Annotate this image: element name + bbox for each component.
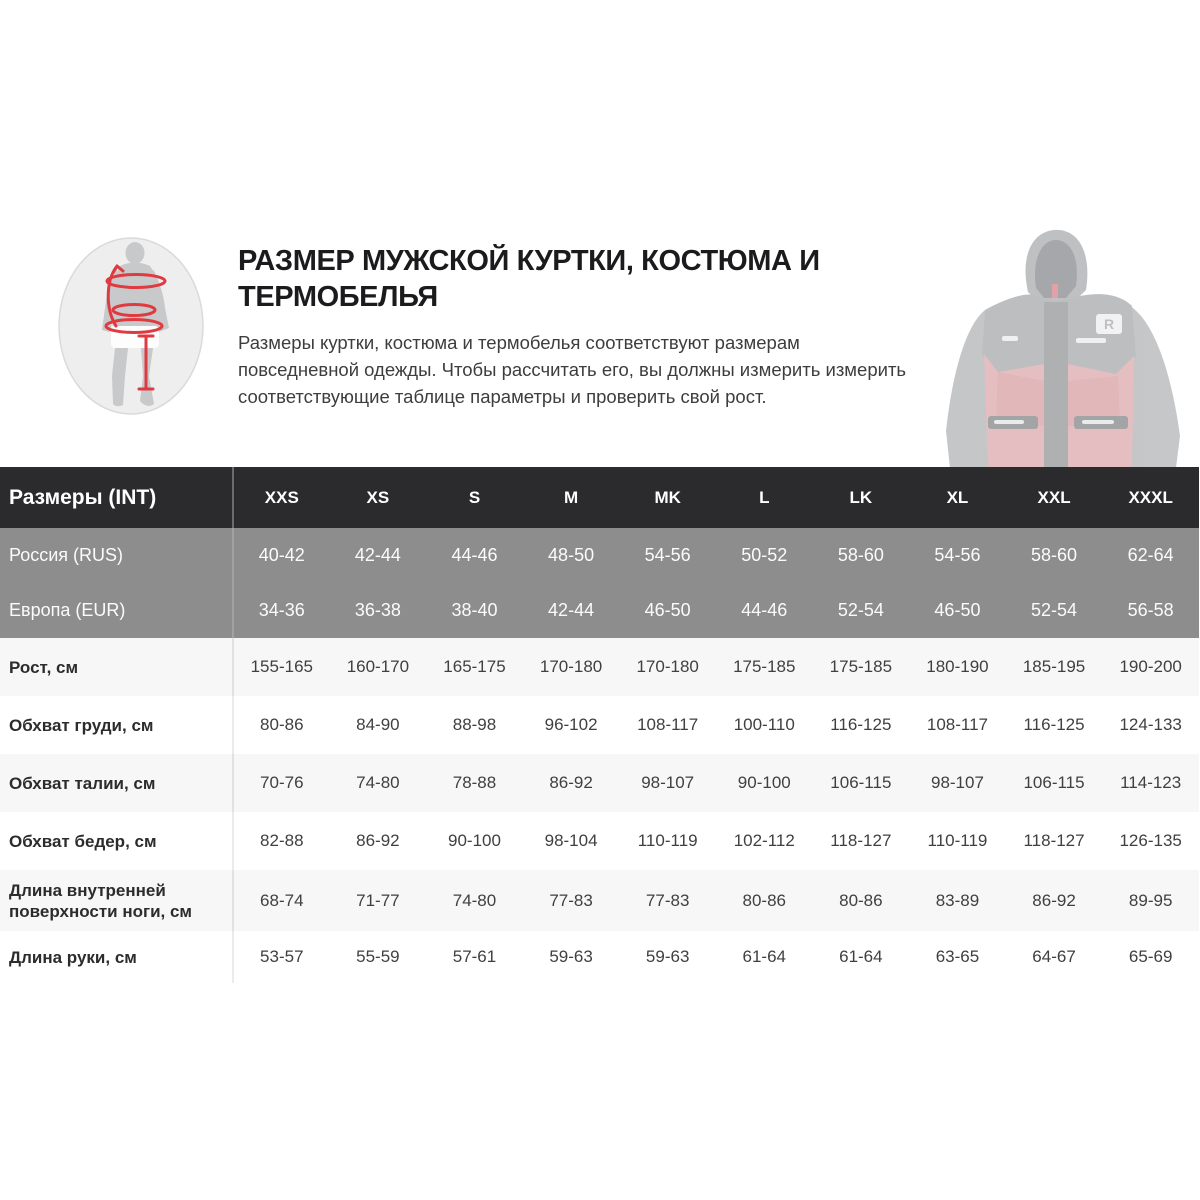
- table-cell: 61-64: [742, 947, 786, 966]
- table-cell: 190-200: [1119, 657, 1182, 676]
- table-cell: 55-59: [356, 947, 400, 966]
- table-cell: 88-98: [452, 715, 497, 734]
- table-cell: 74-80: [356, 773, 400, 792]
- table-cell: 185-195: [1022, 657, 1086, 676]
- table-cell: 46-50: [644, 600, 691, 620]
- table-cell: 56-58: [1127, 600, 1174, 620]
- row-label: Длина внутренней поверхности ноги, см: [0, 870, 233, 931]
- table-corner-header: Размеры (INT): [0, 467, 233, 528]
- body-measure-icon: [57, 236, 205, 418]
- row-label: Обхват талии, см: [0, 754, 233, 812]
- column-header-m: M: [563, 487, 579, 507]
- table-row: [0, 528, 1199, 583]
- table-cell: 175-185: [733, 657, 796, 676]
- table-cell: 110-119: [927, 831, 988, 850]
- intro-section: [238, 243, 938, 410]
- table-cell: 77-83: [645, 890, 690, 910]
- table-cell: 86-92: [356, 831, 400, 850]
- table-cell: 48-50: [548, 545, 595, 565]
- table-cell: 118-127: [1023, 831, 1085, 850]
- table-cell: 62-64: [1127, 545, 1174, 565]
- table-cell: 54-56: [934, 545, 981, 565]
- table-row: [0, 754, 1199, 812]
- table-cell: 102-112: [733, 831, 795, 850]
- table-cell: 71-77: [356, 890, 400, 910]
- table-cell: 155-165: [250, 657, 313, 676]
- table-cell: 84-90: [356, 715, 400, 734]
- table-cell: 36-38: [354, 600, 401, 620]
- table-cell: 118-127: [830, 831, 892, 850]
- size-table-section: [0, 467, 1200, 983]
- column-header-lk: LK: [849, 487, 873, 507]
- table-cell: 54-56: [644, 545, 691, 565]
- table-cell: 86-92: [1032, 890, 1076, 910]
- table-row: [0, 870, 1199, 931]
- table-cell: 38-40: [451, 600, 498, 620]
- table-cell: 63-65: [935, 947, 980, 966]
- jacket-illustration: [940, 226, 1200, 468]
- table-cell: 98-104: [544, 831, 598, 850]
- table-cell: 80-86: [742, 890, 786, 910]
- table-cell: 53-57: [260, 947, 304, 966]
- table-cell: 175-185: [829, 657, 893, 676]
- size-table: [0, 467, 1200, 983]
- table-cell: 165-175: [443, 657, 506, 676]
- table-cell: 108-117: [926, 715, 989, 734]
- row-label: Европа (EUR): [0, 583, 233, 638]
- column-header-xl: XL: [946, 487, 969, 507]
- column-header-xxl: XXL: [1037, 487, 1071, 507]
- table-cell: 108-117: [637, 715, 699, 734]
- table-cell: 61-64: [839, 947, 883, 966]
- body-measurement-diagram: [57, 236, 205, 418]
- table-cell: 124-133: [1119, 715, 1182, 734]
- table-cell: 52-54: [1031, 600, 1078, 620]
- table-cell: 90-100: [737, 773, 791, 792]
- table-cell: 80-86: [260, 715, 304, 734]
- table-cell: 110-119: [637, 831, 698, 850]
- table-row: [0, 931, 1199, 983]
- table-cell: 42-44: [354, 545, 401, 565]
- table-cell: 44-46: [451, 545, 498, 565]
- table-cell: 58-60: [1031, 545, 1078, 565]
- table-cell: 34-36: [258, 600, 305, 620]
- size-table-body: [0, 528, 1199, 983]
- row-label: Россия (RUS): [0, 528, 233, 583]
- table-cell: 82-88: [260, 831, 304, 850]
- column-header-xs: XS: [366, 487, 390, 507]
- row-label: Длина руки, см: [0, 931, 233, 983]
- table-cell: 98-107: [641, 773, 695, 792]
- table-cell: 116-125: [1023, 715, 1085, 734]
- page-title: РАЗМЕР МУЖСКОЙ КУРТКИ, КОСТЮМА И ТЕРМОБЕЛЬЯ: [238, 245, 820, 313]
- table-cell: 96-102: [544, 715, 598, 734]
- table-cell: 126-135: [1119, 831, 1182, 850]
- row-label: Рост, см: [0, 638, 233, 696]
- table-row: [0, 583, 1199, 638]
- table-cell: 52-54: [837, 600, 884, 620]
- column-header-xxxl: XXXL: [1128, 487, 1173, 507]
- column-header-xxs: XXS: [264, 487, 299, 507]
- table-row: [0, 812, 1199, 870]
- table-cell: 65-69: [1128, 947, 1173, 966]
- column-header-l: L: [759, 487, 770, 507]
- table-cell: 42-44: [548, 600, 595, 620]
- table-cell: 116-125: [830, 715, 892, 734]
- table-cell: 89-95: [1128, 890, 1173, 910]
- table-cell: 106-115: [830, 773, 892, 792]
- row-label: Обхват бедер, см: [0, 812, 233, 870]
- table-cell: 78-88: [452, 773, 497, 792]
- jacket-product-photo: [940, 226, 1200, 468]
- table-cell: 40-42: [258, 545, 305, 565]
- table-cell: 100-110: [733, 715, 795, 734]
- table-cell: 74-80: [452, 890, 497, 910]
- table-cell: 170-180: [539, 657, 603, 676]
- table-cell: 70-76: [260, 773, 304, 792]
- column-header-s: S: [468, 487, 481, 507]
- table-cell: 77-83: [549, 890, 593, 910]
- table-cell: 50-52: [741, 545, 788, 565]
- table-cell: 170-180: [636, 657, 699, 676]
- table-cell: 44-46: [741, 600, 788, 620]
- row-label: Обхват груди, см: [0, 696, 233, 754]
- table-cell: 58-60: [837, 545, 884, 565]
- svg-text:R: R: [1103, 316, 1115, 332]
- table-cell: 106-115: [1023, 773, 1085, 792]
- table-cell: 46-50: [934, 600, 981, 620]
- table-cell: 57-61: [452, 947, 497, 966]
- table-cell: 68-74: [260, 890, 304, 910]
- column-header-mk: MK: [654, 487, 681, 507]
- table-row: [0, 696, 1199, 754]
- table-cell: 114-123: [1120, 773, 1182, 792]
- table-cell: 59-63: [645, 947, 690, 966]
- table-cell: 64-67: [1032, 947, 1076, 966]
- table-cell: 180-190: [926, 657, 989, 676]
- table-row: [0, 638, 1199, 696]
- page-description: Размеры куртки, костюма и термобелья соответствуют размерам повседневной одежды. Чтобы рассчитать его, вы должны измерить измерить соответствующие таблице параметры и проверить свой рост.: [238, 332, 907, 407]
- size-table-header-row: [0, 467, 1199, 528]
- table-cell: 98-107: [930, 773, 984, 792]
- table-cell: 83-89: [935, 890, 980, 910]
- table-cell: 86-92: [549, 773, 593, 792]
- table-cell: 80-86: [839, 890, 883, 910]
- table-cell: 160-170: [346, 657, 410, 676]
- table-cell: 90-100: [448, 831, 501, 850]
- table-cell: 59-63: [549, 947, 593, 966]
